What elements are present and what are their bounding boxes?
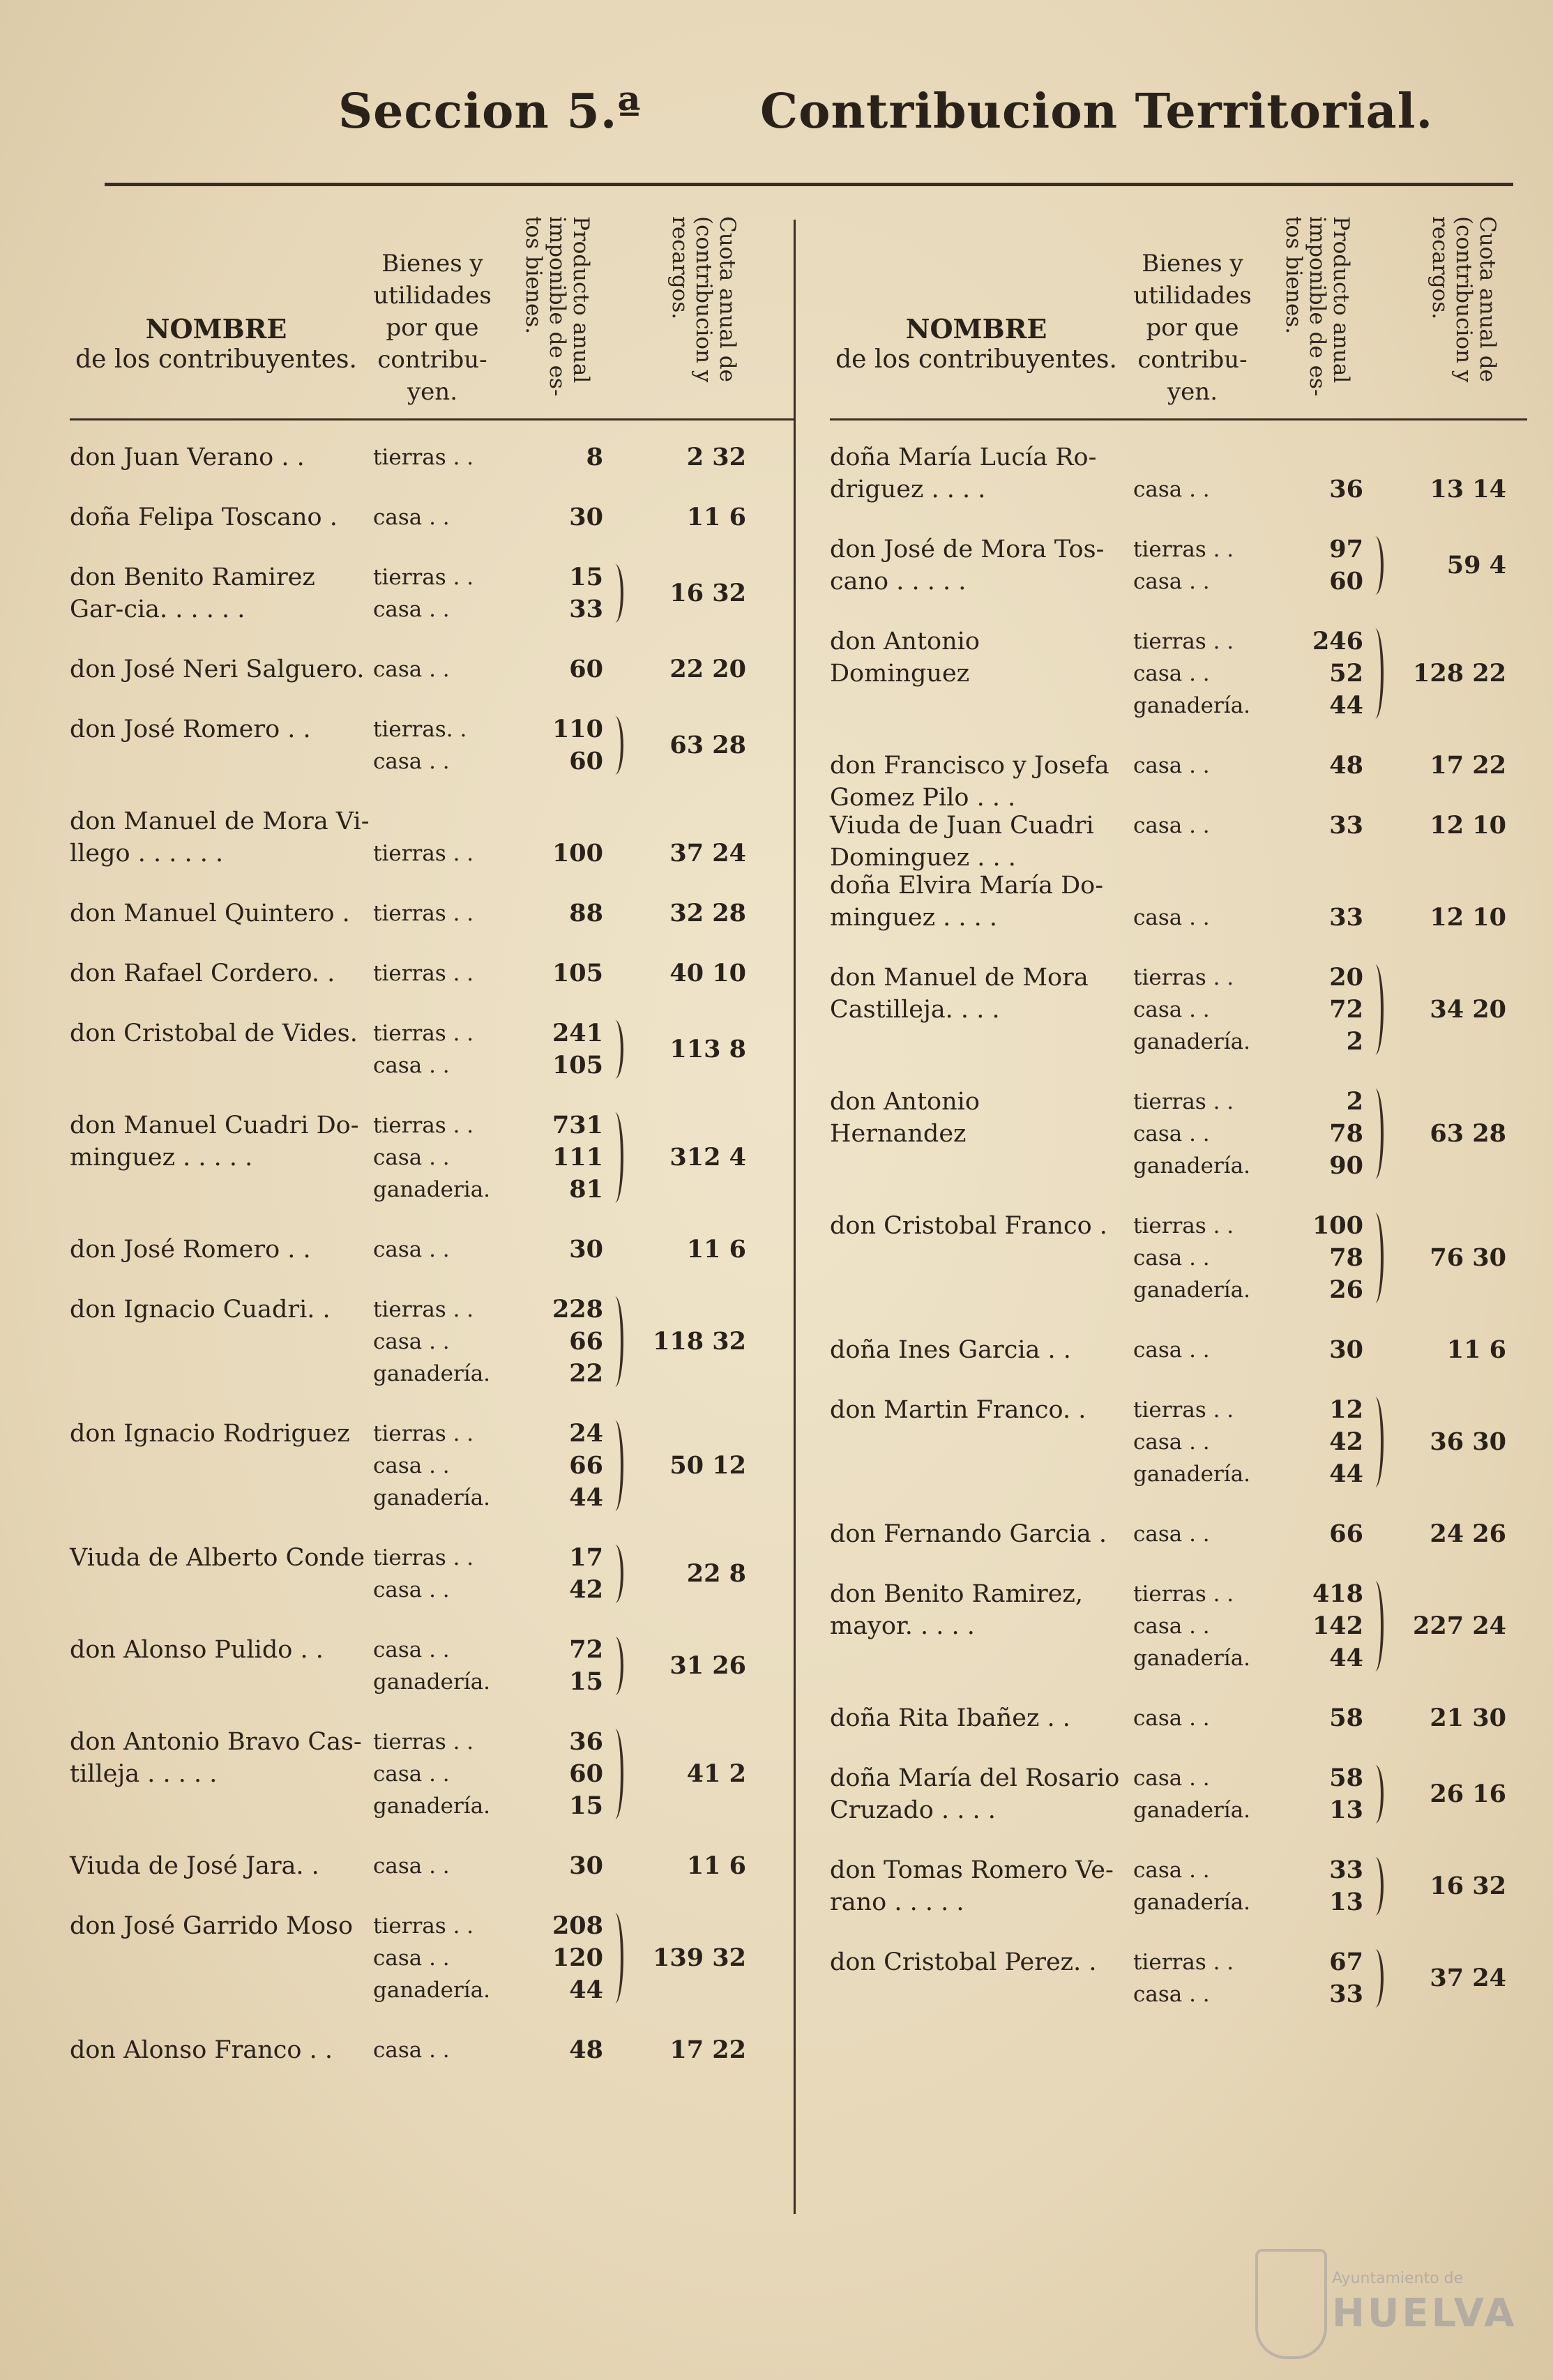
contributor-name: don Antonio Bravo Cas-tilleja . . . . . — [70, 1728, 362, 1788]
table-row — [70, 1418, 795, 1514]
page-header — [0, 84, 1553, 160]
producto-value: 12 — [1329, 1395, 1363, 1424]
producto-value: 120 — [552, 1943, 603, 1972]
bienes-label: casa . . — [373, 657, 450, 682]
cuota-value: 17 22 — [669, 2036, 746, 2064]
producto-value: 20 — [1329, 963, 1363, 992]
cuota-value: 16 32 — [1430, 1872, 1506, 1900]
cuota-value: 11 6 — [1446, 1335, 1506, 1364]
contributor-name: doña Ines Garcia . . — [830, 1336, 1071, 1364]
brace-mark — [1367, 536, 1384, 595]
bienes-label: casa . . — [1133, 1337, 1210, 1363]
cuota-value: 36 30 — [1430, 1427, 1506, 1456]
crest-icon — [1255, 2249, 1327, 2359]
brace-mark — [607, 1296, 623, 1387]
contributor-name: doña María Lucía Ro-driguez . . . . — [830, 444, 1097, 503]
table-row — [70, 1017, 795, 1082]
contributor-name: don José Romero . . — [70, 715, 311, 743]
contributor-name: don Rafael Cordero. . — [70, 960, 335, 987]
bienes-label: tierras . . — [1133, 1213, 1234, 1238]
contributor-name: don Tomas Romero Ve-rano . . . . . — [830, 1856, 1114, 1916]
bienes-label: tierras . . — [373, 901, 474, 926]
table-row — [830, 1578, 1527, 1674]
producto-value: 42 — [569, 1575, 603, 1604]
bienes-label: tierras . . — [373, 565, 474, 590]
producto-value: 33 — [1329, 903, 1363, 932]
table-row — [830, 810, 1527, 872]
table-row — [830, 1762, 1527, 1826]
table-row — [70, 1109, 795, 1206]
contributor-name: don Francisco y Josefa Gomez Pilo . . . — [830, 752, 1109, 812]
cuota-value: 34 20 — [1430, 995, 1506, 1024]
cuota-value: 113 8 — [669, 1035, 746, 1063]
header-rule — [105, 183, 1513, 186]
contributor-name: don Juan Verano . . — [70, 444, 305, 471]
cuota-value: 12 10 — [1430, 811, 1506, 840]
bienes-label: ganadería. — [373, 1669, 491, 1695]
table-row — [70, 1542, 795, 1606]
cuota-value: 11 6 — [686, 503, 746, 531]
producto-value: 22 — [569, 1359, 603, 1388]
bienes-label: casa . . — [373, 1145, 450, 1170]
producto-value: 2 — [1346, 1027, 1363, 1056]
table-row — [830, 1086, 1527, 1182]
table-row — [70, 1850, 795, 1882]
table-row — [70, 1910, 795, 2006]
contributor-name: don Martin Franco. . — [830, 1396, 1086, 1424]
contributor-name: Viuda de José Jara. . — [70, 1852, 319, 1880]
cuota-value: 11 6 — [686, 1851, 746, 1880]
cuota-value: 37 24 — [1430, 1964, 1506, 1992]
producto-value: 72 — [569, 1635, 603, 1664]
bienes-label: tierras . . — [373, 1113, 474, 1138]
contributor-name: don Ignacio Cuadri. . — [70, 1296, 331, 1324]
bienes-label: tierras . . — [373, 445, 474, 470]
bienes-label: ganadería. — [1133, 1890, 1251, 1915]
brace-mark — [1367, 1397, 1384, 1487]
bienes-label: tierras . . — [373, 1421, 474, 1446]
cuota-value: 139 32 — [653, 1943, 746, 1972]
bienes-label: casa . . — [1133, 477, 1210, 502]
table-row — [70, 957, 795, 990]
producto-value: 105 — [552, 959, 603, 987]
brace-mark — [1367, 1949, 1384, 2008]
bienes-label: casa . . — [1133, 1245, 1210, 1271]
table-row — [70, 1294, 795, 1390]
producto-value: 66 — [1329, 1519, 1363, 1548]
cuota-value: 24 26 — [1430, 1519, 1506, 1548]
right-column — [830, 209, 1527, 2008]
cuota-value: 21 30 — [1430, 1704, 1506, 1732]
bienes-label: ganadería. — [373, 1794, 491, 1819]
producto-value: 100 — [1312, 1211, 1363, 1240]
table-row — [70, 1634, 795, 1698]
bienes-label: casa . . — [373, 1946, 450, 1971]
bienes-label: casa . . — [373, 505, 450, 530]
bienes-label: ganadería. — [1133, 1153, 1251, 1178]
producto-value: 208 — [552, 1911, 603, 1940]
bienes-label: casa . . — [1133, 813, 1210, 838]
contributor-name: don Cristobal Franco . — [830, 1212, 1107, 1240]
contributor-name: don Manuel Quintero . — [70, 900, 350, 927]
producto-value: 33 — [1329, 1856, 1363, 1884]
contributor-name: don Alonso Franco . . — [70, 2036, 333, 2064]
brace-mark — [607, 1420, 623, 1511]
table-row — [70, 501, 795, 533]
bienes-label: tierras . . — [1133, 1089, 1234, 1114]
cuota-value: 13 14 — [1430, 475, 1506, 503]
cuota-value: 31 26 — [669, 1651, 746, 1680]
header-cuota: Cuota anual de (contribucion y recargos. — [667, 216, 740, 383]
bienes-label: casa . . — [373, 1637, 450, 1662]
producto-value: 60 — [569, 655, 603, 683]
producto-value: 60 — [569, 1759, 603, 1788]
table-row — [830, 1518, 1527, 1550]
producto-value: 26 — [1329, 1275, 1363, 1304]
contributor-name: don José Romero . . — [70, 1236, 311, 1264]
bienes-label: casa . . — [373, 1761, 450, 1787]
contributor-name: Viuda de Juan Cuadri Dominguez . . . — [830, 812, 1094, 872]
table-row — [830, 626, 1527, 722]
header-producto: Producto anual imponible de es-tos bienes. — [1281, 216, 1354, 397]
producto-value: 30 — [569, 503, 603, 531]
bienes-label: ganadería. — [1133, 1029, 1251, 1054]
header-name-title: NOMBRE — [905, 313, 1047, 344]
table-row — [70, 1234, 795, 1266]
header-producto: Producto anual imponible de es-tos bienes. — [521, 216, 593, 397]
bienes-label: casa . . — [373, 1237, 450, 1262]
bienes-label: casa . . — [1133, 1706, 1210, 1731]
brace-mark — [607, 1020, 623, 1079]
bienes-label: tierras . . — [1133, 537, 1234, 562]
bienes-label: casa . . — [373, 597, 450, 622]
cuota-value: 22 8 — [686, 1559, 746, 1588]
cuota-value: 2 32 — [686, 443, 746, 471]
table-row — [830, 1946, 1527, 2010]
bienes-label: tierras . . — [373, 1913, 474, 1939]
cuota-value: 22 20 — [669, 655, 746, 683]
cuota-value: 63 28 — [1430, 1119, 1506, 1148]
bienes-label: casa . . — [1133, 1858, 1210, 1883]
table-row — [830, 1702, 1527, 1734]
bienes-label: tierras . . — [1133, 965, 1234, 990]
producto-value: 228 — [552, 1295, 603, 1324]
producto-value: 30 — [569, 1851, 603, 1880]
contributor-name: don Ignacio Rodriguez — [70, 1420, 350, 1448]
producto-value: 97 — [1329, 535, 1363, 563]
producto-value: 105 — [552, 1051, 603, 1079]
table-row — [70, 805, 795, 870]
producto-value: 33 — [569, 595, 603, 623]
contributor-name: don Benito Ramirez Gar-cia. . . . . . — [70, 563, 315, 623]
left-table-header — [70, 209, 795, 420]
contributor-name: don José Garrido Moso — [70, 1912, 354, 1940]
header-cuota: Cuota anual de (contribucion y recargos. — [1427, 216, 1500, 383]
contributor-name: doña Rita Ibañez . . — [830, 1704, 1070, 1732]
producto-value: 142 — [1312, 1612, 1363, 1640]
bienes-label: casa . . — [373, 1854, 450, 1879]
contributor-name: don José Neri Salguero. — [70, 655, 365, 683]
bienes-label: ganadería. — [373, 1361, 491, 1386]
page-title: Contribucion Territorial. — [760, 84, 1434, 139]
producto-value: 44 — [1329, 1644, 1363, 1672]
producto-value: 13 — [1329, 1796, 1363, 1824]
bienes-label: casa . . — [373, 1453, 450, 1478]
bienes-label: ganadería. — [1133, 693, 1251, 718]
producto-value: 44 — [569, 1976, 603, 2004]
table-row — [830, 441, 1527, 506]
left-column — [70, 209, 795, 2064]
producto-value: 418 — [1312, 1579, 1363, 1608]
producto-value: 44 — [1329, 691, 1363, 720]
bienes-label: ganadería. — [1133, 1278, 1251, 1303]
producto-value: 15 — [569, 1667, 603, 1696]
producto-value: 8 — [586, 443, 603, 471]
cuota-value: 50 12 — [669, 1451, 746, 1480]
producto-value: 44 — [1329, 1460, 1363, 1488]
cuota-value: 17 22 — [1430, 751, 1506, 780]
cuota-value: 41 2 — [686, 1759, 746, 1788]
producto-value: 241 — [552, 1019, 603, 1047]
bienes-label: casa . . — [1133, 1430, 1210, 1455]
bienes-label: tierras . . — [373, 1545, 474, 1570]
stamp-line2: HUELVA — [1332, 2291, 1517, 2336]
contributor-name: don Antonio Dominguez — [830, 628, 980, 688]
producto-value: 90 — [1329, 1151, 1363, 1180]
cuota-value: 63 28 — [669, 731, 746, 759]
bienes-label: tierras . . — [373, 1729, 474, 1754]
producto-value: 78 — [1329, 1243, 1363, 1272]
brace-mark — [1367, 1089, 1384, 1179]
producto-value: 58 — [1329, 1764, 1363, 1792]
bienes-label: casa . . — [1133, 1766, 1210, 1791]
producto-value: 60 — [569, 747, 603, 775]
producto-value: 15 — [569, 1791, 603, 1820]
producto-value: 78 — [1329, 1119, 1363, 1148]
producto-value: 58 — [1329, 1704, 1363, 1732]
brace-mark — [1367, 964, 1384, 1055]
contributor-name: Viuda de Alberto Conde — [70, 1544, 365, 1572]
contributor-name: doña María del Rosario Cruzado . . . . — [830, 1764, 1120, 1824]
brace-mark — [1367, 628, 1384, 719]
header-name-title: NOMBRE — [145, 313, 287, 344]
bienes-label: tierras . . — [1133, 1397, 1234, 1423]
bienes-label: casa . . — [1133, 569, 1210, 594]
producto-value: 88 — [569, 899, 603, 927]
producto-value: 67 — [1329, 1948, 1363, 1976]
bienes-label: tierras . . — [373, 1021, 474, 1046]
contributor-name: don Manuel de Mora Vi-llego . . . . . . — [70, 808, 370, 867]
contributor-name: don Cristobal de Vides. — [70, 1020, 358, 1047]
header-name — [830, 314, 1123, 375]
bienes-label: tierras . . — [373, 1297, 474, 1322]
cuota-value: 12 10 — [1430, 903, 1506, 932]
archive-stamp — [1255, 2242, 1517, 2367]
producto-value: 2 — [1346, 1087, 1363, 1116]
cuota-value: 16 32 — [669, 579, 746, 607]
brace-mark — [1367, 1581, 1384, 1672]
brace-mark — [1367, 1857, 1384, 1916]
cuota-value: 59 4 — [1446, 551, 1506, 579]
cuota-value: 37 24 — [669, 839, 746, 867]
contributor-name: don Manuel Cuadri Do-minguez . . . . . — [70, 1112, 359, 1172]
bienes-label: casa . . — [373, 1329, 450, 1354]
producto-value: 111 — [552, 1143, 603, 1172]
brace-mark — [607, 1545, 623, 1603]
header-name-sub: de los contribuyentes. — [75, 345, 357, 374]
contributor-name: don Benito Ramirez, mayor. . . . . — [830, 1580, 1083, 1640]
table-row — [830, 1334, 1527, 1366]
bienes-label: tierras . . — [373, 961, 474, 986]
bienes-label: ganaderia. — [373, 1177, 491, 1202]
cuota-value: 32 28 — [669, 899, 746, 927]
producto-value: 33 — [1329, 811, 1363, 840]
cuota-value: 40 10 — [669, 959, 746, 987]
section-label: Seccion 5.ª — [338, 84, 642, 139]
cuota-value: 118 32 — [653, 1327, 746, 1356]
bienes-label: casa . . — [1133, 1614, 1210, 1639]
bienes-label: ganadería. — [1133, 1462, 1251, 1487]
producto-value: 246 — [1312, 627, 1363, 655]
producto-value: 66 — [569, 1451, 603, 1480]
producto-value: 48 — [569, 2036, 603, 2064]
producto-value: 24 — [569, 1419, 603, 1448]
stamp-line1: Ayuntamiento de — [1332, 2270, 1464, 2287]
contributor-name: don Manuel de Mora Castilleja. . . . — [830, 964, 1089, 1024]
table-row — [70, 897, 795, 930]
bienes-label: ganadería. — [373, 1978, 491, 2003]
bienes-label: casa . . — [1133, 1982, 1210, 2007]
table-row — [70, 441, 795, 473]
table-row — [70, 561, 795, 626]
brace-mark — [607, 1637, 623, 1695]
contributor-name: doña Elvira María Do-minguez . . . . — [830, 872, 1104, 932]
header-bienes: Bienes y utilidades por que contribu-yen. — [373, 250, 492, 406]
brace-mark — [607, 1729, 623, 1819]
producto-value: 36 — [569, 1727, 603, 1756]
producto-value: 72 — [1329, 995, 1363, 1024]
brace-mark — [607, 716, 623, 775]
producto-value: 30 — [569, 1235, 603, 1264]
table-row — [70, 1726, 795, 1822]
brace-mark — [1367, 1213, 1384, 1303]
bienes-label: casa . . — [1133, 661, 1210, 686]
contributor-name: don José de Mora Tos-cano . . . . . — [830, 536, 1105, 596]
contributor-name: don Cristobal Perez. . — [830, 1948, 1097, 1976]
table-row — [830, 870, 1527, 934]
bienes-label: tierras . . — [1133, 1950, 1234, 1975]
contributor-name: doña Felipa Toscano . — [70, 503, 338, 531]
producto-value: 731 — [552, 1111, 603, 1139]
bienes-label: ganadería. — [373, 1485, 491, 1510]
cuota-value: 11 6 — [686, 1235, 746, 1264]
producto-value: 66 — [569, 1327, 603, 1356]
brace-mark — [607, 1112, 623, 1203]
producto-value: 48 — [1329, 751, 1363, 780]
producto-value: 100 — [552, 839, 603, 867]
producto-value: 36 — [1329, 475, 1363, 503]
table-row — [830, 750, 1527, 812]
bienes-label: tierras . . — [1133, 629, 1234, 654]
contributor-name: don Fernando Garcia . — [830, 1520, 1107, 1548]
bienes-label: casa . . — [373, 749, 450, 774]
table-row — [830, 1394, 1527, 1490]
producto-value: 44 — [569, 1483, 603, 1512]
bienes-label: ganadería. — [1133, 1646, 1251, 1671]
header-bienes: Bienes y utilidades por que contribu-yen. — [1133, 250, 1252, 406]
producto-value: 52 — [1329, 659, 1363, 688]
bienes-label: casa . . — [1133, 905, 1210, 930]
table-row — [830, 1210, 1527, 1306]
bienes-label: casa . . — [373, 2038, 450, 2063]
bienes-label: casa . . — [1133, 997, 1210, 1022]
bienes-label: tierras . . — [373, 841, 474, 866]
cuota-value: 76 30 — [1430, 1243, 1506, 1272]
brace-mark — [607, 1913, 623, 2003]
table-row — [70, 2034, 795, 2066]
bienes-label: casa . . — [1133, 1121, 1210, 1146]
table-row — [830, 1854, 1527, 1918]
table-row — [830, 962, 1527, 1058]
cuota-value: 26 16 — [1430, 1780, 1506, 1808]
bienes-label: ganadería. — [1133, 1798, 1251, 1823]
brace-mark — [607, 564, 623, 623]
producto-value: 15 — [569, 563, 603, 591]
cuota-value: 312 4 — [669, 1143, 746, 1172]
bienes-label: casa . . — [373, 1053, 450, 1078]
table-row — [70, 713, 795, 778]
producto-value: 60 — [1329, 567, 1363, 596]
contributor-name: don Antonio Hernandez — [830, 1088, 980, 1148]
header-name — [70, 314, 363, 375]
producto-value: 17 — [569, 1543, 603, 1572]
producto-value: 30 — [1329, 1335, 1363, 1364]
cuota-value: 128 22 — [1413, 659, 1506, 688]
header-name-sub: de los contribuyentes. — [835, 345, 1117, 374]
contributor-name: don Alonso Pulido . . — [70, 1636, 324, 1664]
bienes-label: tierras. . — [373, 717, 467, 742]
cuota-value: 227 24 — [1413, 1612, 1506, 1640]
brace-mark — [1367, 1765, 1384, 1824]
producto-value: 81 — [569, 1175, 603, 1204]
table-row — [70, 653, 795, 685]
producto-value: 13 — [1329, 1888, 1363, 1916]
bienes-label: casa . . — [373, 1577, 450, 1602]
producto-value: 42 — [1329, 1427, 1363, 1456]
producto-value: 33 — [1329, 1980, 1363, 2008]
bienes-label: casa . . — [1133, 1522, 1210, 1547]
right-table-header — [830, 209, 1527, 420]
bienes-label: casa . . — [1133, 753, 1210, 778]
producto-value: 110 — [552, 715, 603, 743]
table-row — [830, 533, 1527, 598]
bienes-label: tierras . . — [1133, 1582, 1234, 1607]
